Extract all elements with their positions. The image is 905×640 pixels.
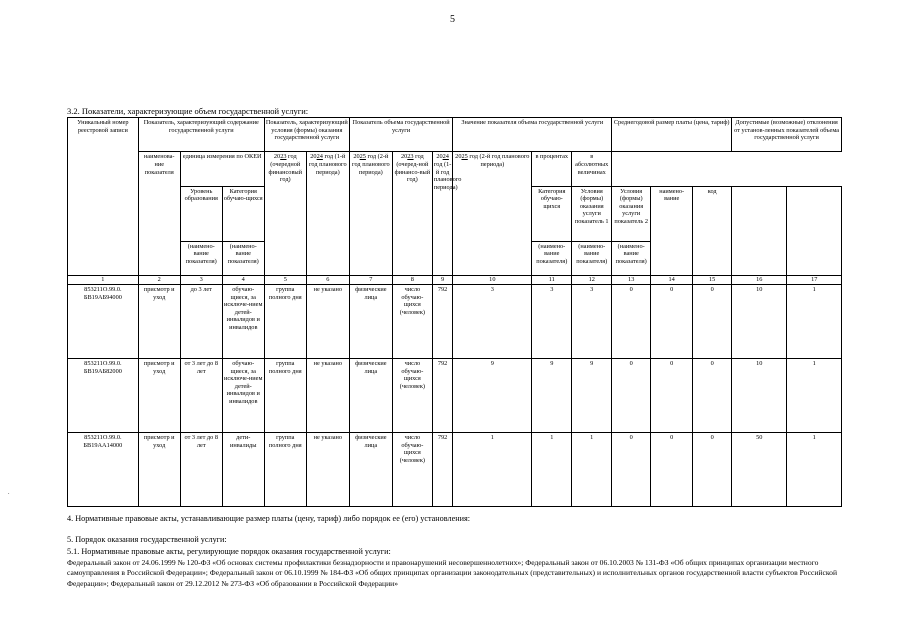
table-cell: не указано: [306, 433, 349, 507]
registry-number: 853211О.99.0. БВ19АБ94000: [68, 285, 139, 359]
column-number: 14: [651, 276, 693, 285]
table-cell: 3: [532, 285, 572, 359]
table-cell: не указано: [306, 285, 349, 359]
table-cell: 0: [651, 359, 693, 433]
table-cell: 9: [572, 359, 612, 433]
column-number: 11: [532, 276, 572, 285]
table-cell: от 3 лет до 8 лет: [180, 359, 222, 433]
table-cell: 10: [732, 285, 787, 359]
registry-number: 853211О.99.0. БВ19АБ82000: [68, 359, 139, 433]
header-price: Среднегодовой размер платы (цена, тариф): [612, 118, 732, 152]
table-cell: 792: [432, 359, 453, 433]
column-number: 7: [349, 276, 392, 285]
table-cell: 0: [612, 285, 651, 359]
header-unit-name: наимено-вание: [651, 186, 693, 275]
table-cell: 1: [787, 359, 842, 433]
table-cell: 9: [532, 359, 572, 433]
header-deviation-absolute-empty: [787, 186, 842, 275]
column-number: 9: [432, 276, 453, 285]
table-cell: группа полного дня: [264, 359, 306, 433]
table-cell: 1: [572, 433, 612, 507]
table-cell: группа полного дня: [264, 433, 306, 507]
header-name-label: (наимено-вание показателя): [180, 241, 222, 275]
table-cell: число обучаю-щихся (человек): [392, 285, 432, 359]
column-number: 10: [453, 276, 532, 285]
header-conditions-indicator: Показатель, характеризующий условия (формы) оказания государственной услуги: [264, 118, 349, 152]
page-number: 5: [450, 14, 455, 25]
table-cell: 0: [612, 433, 651, 507]
section-title: 3.2. Показатели, характеризующие объем государственной услуги:: [67, 106, 309, 116]
table-cell: 1: [787, 285, 842, 359]
header-condition-2: Условия (формы) оказания услуги показатель 2: [612, 186, 651, 241]
table-cell: 1: [453, 433, 532, 507]
table-cell: 9: [453, 359, 532, 433]
table-row: [68, 359, 842, 433]
table-cell: 0: [693, 285, 732, 359]
table-cell: присмотр и уход: [138, 359, 180, 433]
table-cell: до 3 лет: [180, 285, 222, 359]
column-number: 1: [68, 276, 139, 285]
header-value-year-3: 2025 год (2-й год планового периода): [349, 152, 392, 276]
column-number: 12: [572, 276, 612, 285]
column-number: 15: [693, 276, 732, 285]
header-category-1: Категория обучаю-щихся: [222, 186, 264, 241]
table-cell: 0: [651, 285, 693, 359]
header-unique-number: Уникальный номер реестровой записи: [68, 118, 139, 276]
header-volume-indicator: Показатель объема государственной услуги: [349, 118, 453, 152]
paragraph-4: 4. Нормативные правовые акты, устанавливающие размер платы (цену, тариф) либо порядок ее (его) установления:: [67, 514, 471, 523]
header-indicator-name: наименова-ние показателя: [138, 152, 180, 276]
column-number: 6: [306, 276, 349, 285]
table-cell: 0: [612, 359, 651, 433]
paragraph-5: 5. Порядок оказания государственной услуги:: [67, 535, 227, 544]
table-cell: 10: [732, 359, 787, 433]
paragraph-5-1: 5.1. Нормативные правовые акты, регулирующие порядок оказания государственной услуги:: [67, 547, 391, 556]
header-price-year-1: 2023 год (очеред-ной финансо-вый год): [392, 152, 432, 276]
table-cell: 0: [651, 433, 693, 507]
table-cell: 3: [572, 285, 612, 359]
header-content-indicator: Показатель, характеризующий содержание государственной услуги: [138, 118, 264, 152]
table-cell: присмотр и уход: [138, 433, 180, 507]
table-cell: число обучаю-щихся (человек): [392, 433, 432, 507]
header-unit-code: код: [693, 186, 732, 275]
paragraph-5-1-text: Федеральный закон от 24.06.1999 № 120-ФЗ «Об основах системы профилактики безнадзорности и правонарушений несовершеннолетних»; Федеральный закон от 06.10.2003 № 131-ФЗ «Об общих принципах организации местного самоуправления в Российской Федерации»; Федеральный закон от 06.10.1999 № 184-ФЗ «Об общих принципах организации законодательных (представительных) и исполнительных органов государственной власти субъектов Российской Федерации»; Федеральный закон от 29.12.2012 № 273-ФЗ «Об образовании в Российской Федерации»: [67, 558, 838, 588]
header-name-label: (наимено-вание показателя): [612, 241, 651, 275]
header-deviation: Допустимые (возможные) отклонения от установ-ленных показателей объема государственной услуги: [732, 118, 842, 152]
column-number: 5: [264, 276, 306, 285]
table-cell: 3: [453, 285, 532, 359]
header-deviation-percent-empty: [732, 186, 787, 275]
header-value-year-1: 2023 год (очередной финансовый год): [264, 152, 306, 276]
column-number: 8: [392, 276, 432, 285]
table-cell: число обучаю-щихся (человек): [392, 359, 432, 433]
header-name-label: (наимено-вание показателя): [532, 241, 572, 275]
margin-mark: .: [8, 490, 10, 496]
header-level: Уровень образования: [180, 186, 222, 241]
column-number: 17: [787, 276, 842, 285]
table-row: [68, 433, 842, 507]
column-number: 4: [222, 276, 264, 285]
header-unit: единица измерения по ОКЕИ: [180, 152, 264, 186]
header-price-year-2: 2024 год (1-й год планового периода): [432, 152, 453, 276]
table-cell: 50: [732, 433, 787, 507]
table-cell: от 3 лет до 8 лет: [180, 433, 222, 507]
table-cell: физические лица: [349, 359, 392, 433]
header-name-label: (наимено-вание показателя): [222, 241, 264, 275]
table-cell: присмотр и уход: [138, 285, 180, 359]
table-cell: физические лица: [349, 433, 392, 507]
table-cell: обучаю-щиеся, за исключе-нием детей-инвалидов и инвалидов: [222, 285, 264, 359]
table-cell: физические лица: [349, 285, 392, 359]
table-cell: 0: [693, 359, 732, 433]
header-name-label: (наимено-вание показателя): [572, 241, 612, 275]
header-volume-value: Значение показателя объема государственной услуги: [453, 118, 612, 152]
column-number: 13: [612, 276, 651, 285]
column-number: 2: [138, 276, 180, 285]
column-number: 16: [732, 276, 787, 285]
table-cell: 1: [532, 433, 572, 507]
registry-number: 853211О.99.0. БВ19АА14000: [68, 433, 139, 507]
table-cell: 1: [787, 433, 842, 507]
table-cell: группа полного дня: [264, 285, 306, 359]
header-price-year-3: 2025 год (2-й год планового периода): [453, 152, 532, 276]
table-cell: не указано: [306, 359, 349, 433]
table-cell: 792: [432, 433, 453, 507]
table-cell: дети-инвалиды: [222, 433, 264, 507]
table-row: [68, 285, 842, 359]
header-category-2: Категория обучаю-щихся: [532, 186, 572, 241]
header-condition-1: Условия (формы) оказания услуги показатель 1: [572, 186, 612, 241]
table-cell: 792: [432, 285, 453, 359]
column-number: 3: [180, 276, 222, 285]
volume-indicators-table: [67, 117, 842, 507]
header-deviation-absolute: в абсолютных величинах: [572, 152, 612, 186]
header-deviation-percent: в процентах: [532, 152, 572, 186]
header-value-year-2: 2024 год (1-й год планового периода): [306, 152, 349, 276]
column-numbers-row: [68, 276, 842, 285]
table-cell: 0: [693, 433, 732, 507]
table-cell: обучаю-щиеся, за исключе-нием детей-инвалидов и инвалидов: [222, 359, 264, 433]
